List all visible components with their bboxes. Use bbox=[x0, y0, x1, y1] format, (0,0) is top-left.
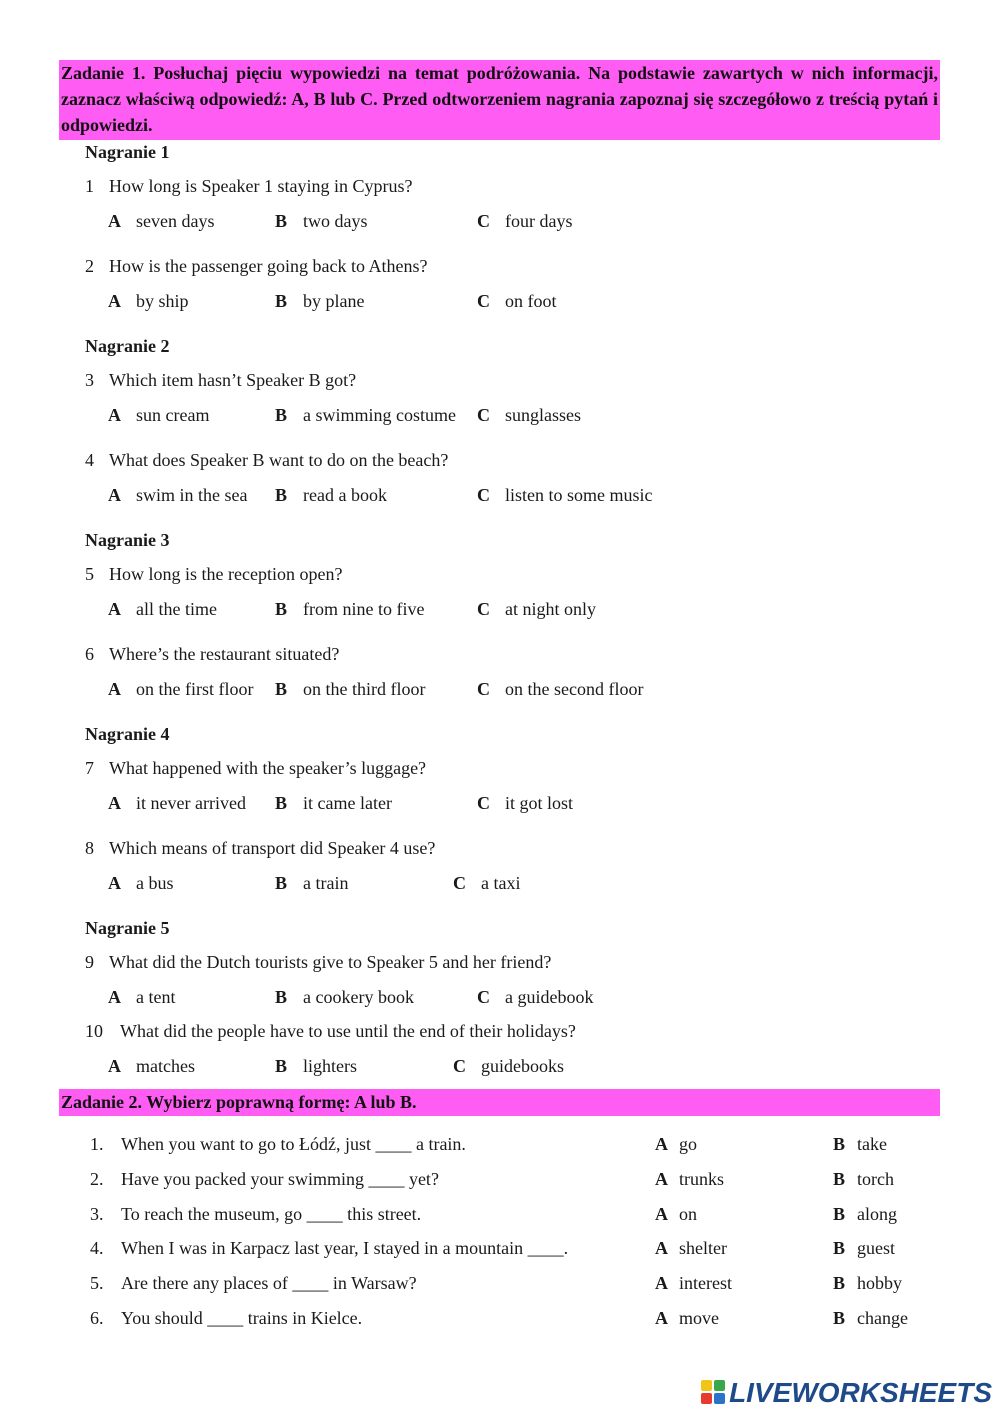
question-7 bbox=[85, 758, 426, 779]
q6-option-a[interactable]: A on the first floor bbox=[108, 679, 254, 699]
question-3 bbox=[85, 370, 356, 391]
q5-option-b[interactable]: B from nine to five bbox=[275, 599, 425, 619]
question-8 bbox=[85, 838, 435, 859]
question-text: What does Speaker B want to do on the beach? bbox=[109, 450, 449, 470]
question-number: 8 bbox=[85, 838, 94, 858]
t2-6-option-b[interactable]: B change bbox=[833, 1308, 908, 1328]
question-text: What happened with the speaker’s luggage? bbox=[109, 758, 427, 778]
question-10 bbox=[85, 1021, 576, 1042]
t2-4-option-a[interactable]: A shelter bbox=[655, 1238, 727, 1258]
question-number: 10 bbox=[85, 1021, 103, 1041]
question-number: 9 bbox=[85, 952, 94, 972]
task1-instructions: Zadanie 1. Posłuchaj pięciu wypowiedzi na temat podróżowania. Na podstawie zawartych w nich informacji, zaznacz właściwą odpowiedź: A, B lub C. Przed odtworzeniem nagrania zapoznaj się szczegółowo z treścią pytań i odpowiedzi. bbox=[59, 60, 940, 140]
q3-option-b[interactable]: B a swimming costume bbox=[275, 405, 456, 425]
q10-option-a[interactable]: A matches bbox=[108, 1056, 195, 1076]
q7-option-c[interactable]: C it got lost bbox=[477, 793, 574, 813]
question-text: What did the people have to use until the end of their holidays? bbox=[120, 1021, 576, 1041]
liveworksheets-logo bbox=[701, 1378, 992, 1408]
q1-option-c[interactable]: C four days bbox=[477, 211, 573, 231]
worksheet-page: Zadanie 1. Posłuchaj pięciu wypowiedzi na temat podróżowania. Na podstawie zawartych w nich informacji, zaznacz właściwą odpowiedź: A, B lub C. Przed odtworzeniem nagrania zapoznaj się szczegółowo z treścią pytań i odpowiedzi. Nagranie 1 1 How long is Speaker 1 staying in Cyprus? A seven days B two days C four days 2 How is the passenger going back to Athens? A by ship B by plane C on foot Nagranie 2 3 Which item hasn’t Speaker B got? A sun cream B a swimming costume C sunglasses 4 What does Speaker B want to do on the beach? A swim in the sea B read a book C listen to some music Nagranie 3 5 How long is the reception open? A all the time B from nine to five C at night only 6 Where’s the restaurant situated? A on the first floor B on the third floor C on the second floor Nagranie 4 7 What happened with the speaker’s luggage? A it never arrived B it came later C it got lost 8 Which means of transport did Speaker 4 use? A a bus B a train C a taxi Nagranie 5 9 What did the Dutch tourists give to Speaker 5 and her friend? A a tent B a cookery book C a guidebook 10 What did the people have to use until the end of their holidays? A matches B lighters C guidebooks Zadanie 2. Wybierz poprawną formę: A lub B. 1. When you want to go to Łódź, just ____ a train. A go B take 2. Have you packed your swimming ____ yet? A trunks B torch 3. To reach the museum, go ____ this street. A on B along 4. When I was in Karpacz last year, I stayed in a mountain ____. A shelter B guest 5. Are there any places of ____ in Warsaw? A interest B hobby 6. You should ____ trains in Kielce. A move B change LIVEWORKSHEETS bbox=[0, 0, 1000, 1413]
question-text: How long is the reception open? bbox=[109, 564, 343, 584]
q6-option-c[interactable]: C on the second floor bbox=[477, 679, 644, 699]
q3-option-a[interactable]: A sun cream bbox=[108, 405, 210, 425]
q6-option-b[interactable]: B on the third floor bbox=[275, 679, 426, 699]
t2-1-option-a[interactable]: A go bbox=[655, 1134, 697, 1154]
q8-option-b[interactable]: B a train bbox=[275, 873, 349, 893]
question-number: 2 bbox=[85, 256, 94, 276]
t2-6-option-a[interactable]: A move bbox=[655, 1308, 719, 1328]
q10-option-b[interactable]: B lighters bbox=[275, 1056, 357, 1076]
q5-option-a[interactable]: A all the time bbox=[108, 599, 217, 619]
question-text: How long is Speaker 1 staying in Cyprus? bbox=[109, 176, 413, 196]
t2-2-option-a[interactable]: A trunks bbox=[655, 1169, 724, 1189]
recording-3-title: Nagranie 3 bbox=[85, 530, 170, 550]
question-number: 7 bbox=[85, 758, 94, 778]
question-text: What did the Dutch tourists give to Speaker 5 and her friend? bbox=[109, 952, 552, 972]
question-text: How is the passenger going back to Athens? bbox=[109, 256, 428, 276]
liveworksheets-logo-icon bbox=[701, 1380, 727, 1406]
q7-option-b[interactable]: B it came later bbox=[275, 793, 392, 813]
q9-option-b[interactable]: B a cookery book bbox=[275, 987, 414, 1007]
question-number: 1 bbox=[85, 176, 94, 196]
recording-2-title: Nagranie 2 bbox=[85, 336, 170, 356]
q7-option-a[interactable]: A it never arrived bbox=[108, 793, 246, 813]
q1-option-a[interactable]: A seven days bbox=[108, 211, 215, 231]
q8-option-a[interactable]: A a bus bbox=[108, 873, 174, 893]
q4-option-b[interactable]: B read a book bbox=[275, 485, 387, 505]
q4-option-a[interactable]: A swim in the sea bbox=[108, 485, 248, 505]
recording-1-title: Nagranie 1 bbox=[85, 142, 170, 162]
question-9 bbox=[85, 952, 551, 973]
q5-option-c[interactable]: C at night only bbox=[477, 599, 596, 619]
recording-5-title: Nagranie 5 bbox=[85, 918, 170, 938]
q8-option-c[interactable]: C a taxi bbox=[453, 873, 521, 893]
t2-3-option-a[interactable]: A on bbox=[655, 1204, 697, 1224]
question-5 bbox=[85, 564, 342, 585]
q2-option-c[interactable]: C on foot bbox=[477, 291, 557, 311]
q9-option-c[interactable]: C a guidebook bbox=[477, 987, 594, 1007]
task2-instructions: Zadanie 2. Wybierz poprawną formę: A lub B. bbox=[59, 1089, 940, 1116]
t2-2-option-b[interactable]: B torch bbox=[833, 1169, 894, 1189]
question-number: 3 bbox=[85, 370, 94, 390]
t2-1-option-b[interactable]: B take bbox=[833, 1134, 887, 1154]
t2-5-option-b[interactable]: B hobby bbox=[833, 1273, 902, 1293]
question-text: Which item hasn’t Speaker B got? bbox=[109, 370, 357, 390]
question-number: 4 bbox=[85, 450, 94, 470]
question-6 bbox=[85, 644, 339, 665]
q4-option-c[interactable]: C listen to some music bbox=[477, 485, 653, 505]
question-number: 5 bbox=[85, 564, 94, 584]
question-number: 6 bbox=[85, 644, 94, 664]
q10-option-c[interactable]: C guidebooks bbox=[453, 1056, 564, 1076]
question-4 bbox=[85, 450, 448, 471]
question-text: Where’s the restaurant situated? bbox=[109, 644, 340, 664]
recording-4-title: Nagranie 4 bbox=[85, 724, 170, 744]
t2-3-option-b[interactable]: B along bbox=[833, 1204, 897, 1224]
logo-text: LIVEWORKSHEETS bbox=[729, 1377, 992, 1408]
q3-option-c[interactable]: C sunglasses bbox=[477, 405, 581, 425]
q2-option-b[interactable]: B by plane bbox=[275, 291, 365, 311]
question-text: Which means of transport did Speaker 4 use? bbox=[109, 838, 436, 858]
question-1 bbox=[85, 176, 412, 197]
question-2 bbox=[85, 256, 427, 277]
q1-option-b[interactable]: B two days bbox=[275, 211, 368, 231]
t2-5-option-a[interactable]: A interest bbox=[655, 1273, 732, 1293]
q9-option-a[interactable]: A a tent bbox=[108, 987, 176, 1007]
t2-4-option-b[interactable]: B guest bbox=[833, 1238, 895, 1258]
q2-option-a[interactable]: A by ship bbox=[108, 291, 189, 311]
